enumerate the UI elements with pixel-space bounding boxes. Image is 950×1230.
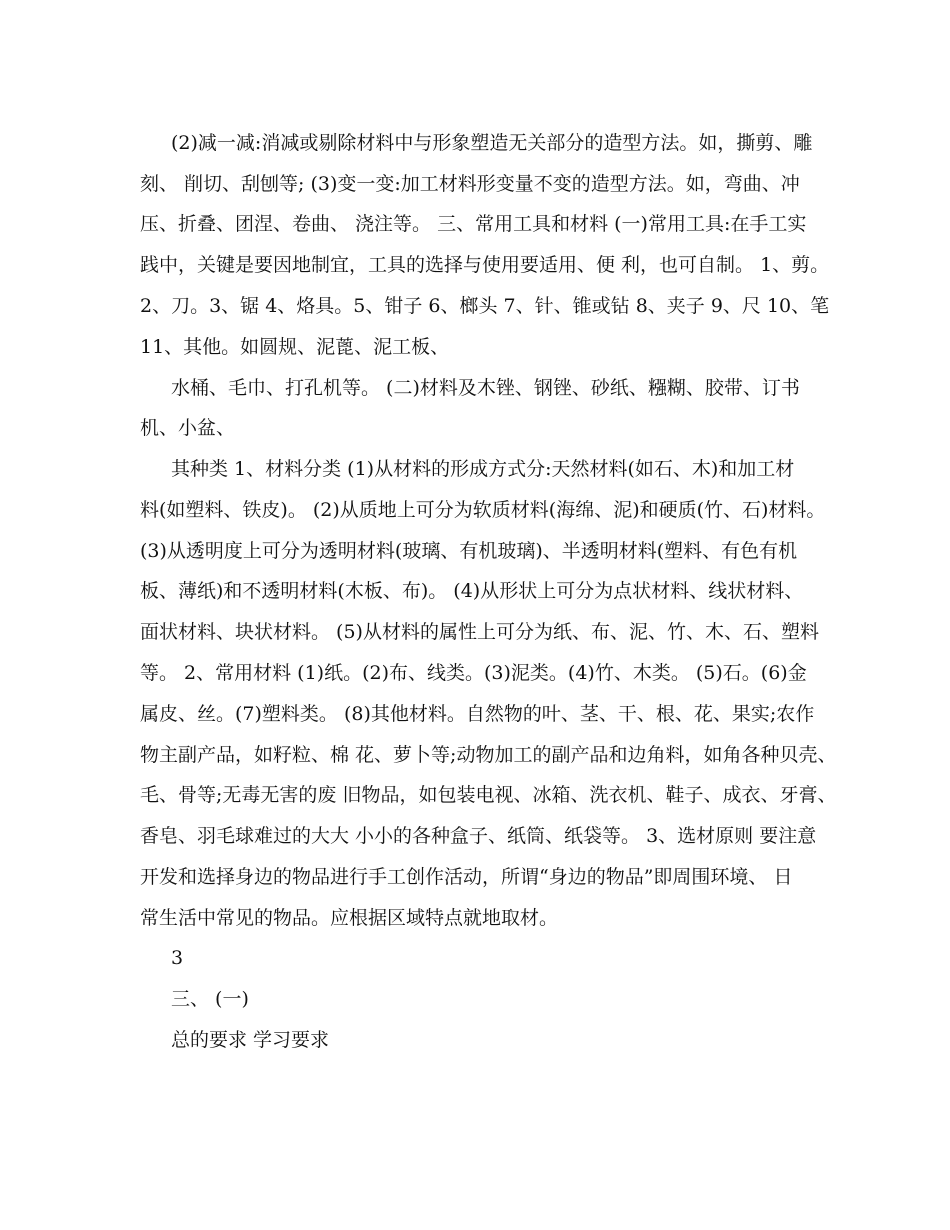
- text-line: 物主副产品，如籽粒、棉 花、萝卜等;动物加工的副产品和边角料，如角各种贝壳、: [140, 744, 837, 766]
- text-line: 等。 2、常用材料 (1)纸。(2)布、线类。(3)泥类。(4)竹、木类。 (5)石。(6)金: [140, 662, 807, 684]
- section-heading: 三、 (一): [171, 988, 249, 1010]
- text-line: 料(如塑料、铁皮)。 (2)从质地上可分为软质材料(海绵、泥)和硬质(竹、石)材料。: [140, 499, 826, 521]
- text-line: 其种类 1、材料分类 (1)从材料的形成方式分:天然材料(如石、木)和加工材: [171, 458, 795, 480]
- text-line: 毛、骨等;无毒无害的废 旧物品，如包装电视、冰箱、洗衣机、鞋子、成衣、牙膏、: [140, 784, 837, 806]
- text-line: 开发和选择身边的物品进行手工创作活动，所谓“身边的物品”即周围环境、 日: [140, 866, 793, 888]
- text-line: (2)减一减:消减或剔除材料中与形象塑造无关部分的造型方法。如，撕剪、雕: [171, 132, 813, 154]
- text-line: (3)从透明度上可分为透明材料(玻璃、有机玻璃)、半透明材料(塑料、有色有机: [140, 540, 798, 562]
- text-line: 压、折叠、团涅、卷曲、 浇注等。 三、常用工具和材料 (一)常用工具:在手工实: [140, 213, 807, 235]
- text-line: 常生活中常见的物品。应根据区域特点就地取材。: [140, 907, 559, 929]
- section-heading: 总的要求 学习要求: [171, 1029, 330, 1051]
- text-line: 板、薄纸)和不透明材料(木板、布)。 (4)从形状上可分为点状材料、线状材料、: [140, 580, 804, 602]
- page-number-text: 3: [171, 947, 184, 969]
- text-line: 刻、 削切、刮刨等; (3)变一变:加工材料形变量不变的造型方法。如，弯曲、冲: [140, 173, 800, 195]
- text-line: 水桶、毛巾、打孔机等。 (二)材料及木锉、钢锉、砂纸、糨糊、胶带、订书: [171, 377, 800, 399]
- text-line: 机、小盆、: [140, 417, 236, 439]
- text-line: 11、其他。如圆规、泥蓖、泥工板、: [140, 336, 450, 358]
- text-line: 属皮、丝。(7)塑料类。 (8)其他材料。自然物的叶、茎、干、根、花、果实;农作: [140, 703, 815, 725]
- text-line: 践中，关键是要因地制宜，工具的选择与使用要适用、便 利，也可自制。 1、剪。: [140, 254, 830, 276]
- text-line: 2、刀。3、锯 4、烙具。5、钳子 6、榔头 7、针、锥或钻 8、夹子 9、尺 10、笔: [140, 295, 830, 317]
- text-line: 香皂、羽毛球难过的大大 小小的各种盒子、纸筒、纸袋等。 3、选材原则 要注意: [140, 825, 817, 847]
- text-line: 面状材料、块状材料。 (5)从材料的属性上可分为纸、布、泥、竹、木、石、塑料: [140, 621, 819, 643]
